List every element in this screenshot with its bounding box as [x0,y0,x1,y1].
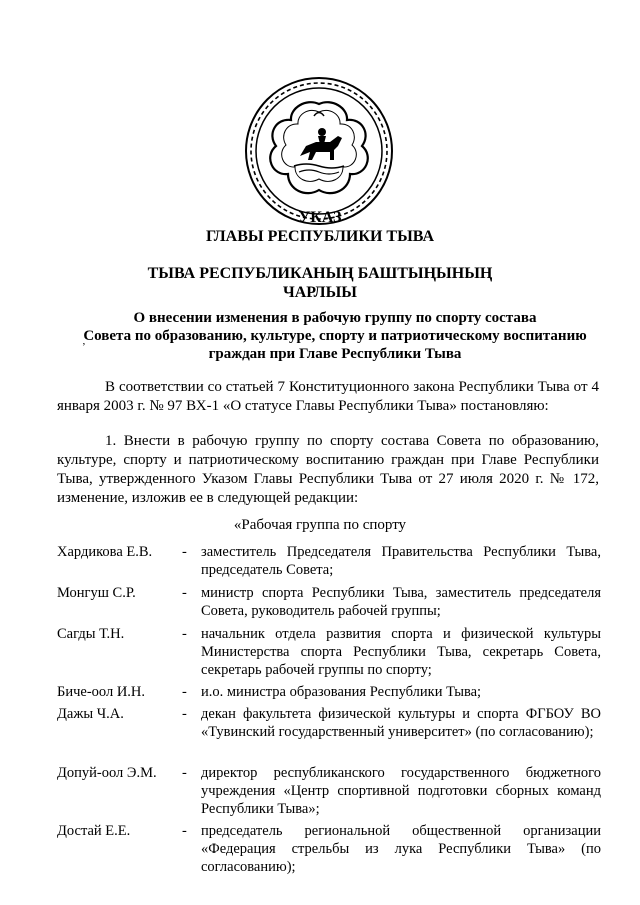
subject-line-1: О внесении изменения в рабочую группу по спорту состава [133,310,537,326]
working-group-title: «Рабочая группа по спорту [233,517,407,533]
member-name: Допуй-оол Э.М. [57,765,157,781]
member-role: и.о. министра образования Республики Тыва; [201,684,482,700]
member-name: Достай Е.Е. [57,823,131,839]
subject-line-2: Совета по образованию, культуре, спорту и патриотическому воспитанию [83,328,587,344]
member-name: Хардикова Е.В. [57,544,153,560]
member-name: Сагды Т.Н. [57,626,125,642]
member-role: начальник отдела развития спорта и физической культуры Министерства спорта Республики Тыва, секретарь Совета, секретарь рабочей группы по спорту; [201,626,601,678]
preamble-paragraph [57,378,599,416]
member-dash: - [182,626,187,642]
member-name: Дажы Ч.А. [57,706,124,722]
stray-mark: ʼ [82,341,86,353]
member-dash: - [182,544,187,560]
member-dash: - [182,765,187,781]
member-dash: - [182,684,187,700]
decree-issuer: ГЛАВЫ РЕСПУБЛИКИ ТЫВА [205,228,434,245]
member-dash: - [182,823,187,839]
decree-title: УКАЗ [298,209,342,226]
clause-1-text: 1. Внести в рабочую группу по спорту состава Совета по образованию, культуре, спорту и патриотическому воспитанию граждан при Главе Республики Тыва, утвержденного Указом Главы Республики Тыва от 27 июля 2020 г. № 172, изменение, изложив ее в следующей редакции: [57,433,599,506]
member-role: декан факультета физической культуры и спорта ФГБОУ ВО «Тувинский государственный университет» (по согласованию); [201,706,601,740]
coat-of-arms-emblem [244,76,394,226]
clause-1-paragraph [57,432,599,508]
member-role: заместитель Председателя Правительства Республики Тыва, председатель Совета; [201,544,601,578]
member-role: министр спорта Республики Тыва, заместитель председателя Совета, руководитель рабочей группы; [201,585,601,619]
member-dash: - [182,706,187,722]
subject-line-3: граждан при Главе Республики Тыва [208,346,462,362]
member-name: Монгуш С.Р. [57,585,136,601]
preamble-text: В соответствии со статьей 7 Конституционного закона Республики Тыва от 4 января 2003 г. № 97 ВХ-1 «О статусе Главы Республики Тыва» постановляю: [57,379,599,414]
member-name: Биче-оол И.Н. [57,684,146,700]
decree-issuer-tuvan: ТЫВА РЕСПУБЛИКАНЫҢ БАШТЫҢЫНЫҢ [147,265,493,282]
decree-title-tuvan: ЧАРЛЫЫ [282,284,357,301]
member-role: директор республиканского государственного бюджетного учреждения «Центр спортивной подготовки сборных команд Республики Тыва»; [201,765,601,817]
member-dash: - [182,585,187,601]
member-role: председатель региональной общественной организации «Федерация стрельбы из лука Республики Тыва» (по согласованию); [201,823,601,875]
